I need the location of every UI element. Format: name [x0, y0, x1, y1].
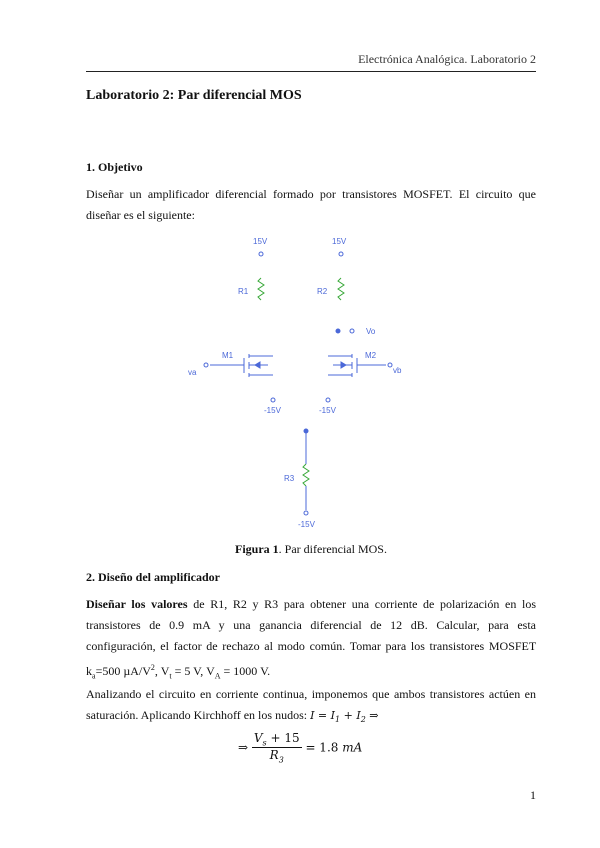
- eq-fraction: [252, 731, 302, 765]
- terminal-neg15v-1: [271, 398, 275, 402]
- caption-text: . Par diferencial MOS.: [278, 542, 387, 556]
- terminal-15v-left: [259, 252, 263, 256]
- section-heading-objetivo: 1. Objetivo: [86, 160, 143, 174]
- label-r2: R2: [317, 287, 328, 296]
- label-vb: vb: [393, 366, 402, 375]
- eq-arrow: ⇒: [238, 740, 252, 755]
- vo-node-dot: [336, 329, 340, 333]
- label-neg15v-3: -15V: [298, 520, 315, 529]
- label-m2: M2: [365, 351, 377, 360]
- m1-transistor: [210, 354, 273, 377]
- kirchhoff-inline-equation: $I = I_1 + I_2$ ⇒: [310, 709, 379, 725]
- section-heading-diseno: 2. Diseño del amplificador: [86, 570, 220, 584]
- r2-resistor: [338, 278, 344, 300]
- label-15v-right: 15V: [332, 237, 347, 246]
- eq-rhs: = 1.8: [305, 740, 343, 755]
- header-rule: [86, 71, 536, 72]
- m2-transistor: [328, 354, 386, 377]
- ka-param: $k_a=500$ $\mu A/V^2$: [86, 663, 155, 681]
- analisis-paragraph: [86, 684, 536, 730]
- running-header: Electrónica Analógica. Laboratorio 2: [358, 52, 536, 66]
- label-r3: R3: [284, 474, 295, 483]
- eq-denominator: $R_3$: [269, 748, 284, 765]
- va-terminal: [204, 363, 208, 367]
- current-equation: [238, 731, 362, 765]
- eq-numerator: $V_s + 15$: [253, 731, 300, 748]
- terminal-neg15v-2: [326, 398, 330, 402]
- diseno-paragraph: [86, 594, 536, 686]
- r1-resistor: [258, 278, 264, 300]
- objetivo-paragraph: Diseñar un amplificador diferencial formado por transistores MOSFET. El circuito que diseñar es el siguiente:: [86, 187, 536, 222]
- label-r1: R1: [238, 287, 249, 296]
- analisis-text: Analizando el circuito en corriente continua, imponemos que ambos transistores actúen en saturación. Aplicando Kirchhoff en los nudos:: [86, 687, 536, 722]
- caption-bold: Figura 1: [235, 542, 279, 556]
- label-neg15v-2: -15V: [319, 406, 336, 415]
- label-15v-left: 15V: [253, 237, 268, 246]
- label-vo: Vo: [366, 327, 376, 336]
- document-title: Laboratorio 2: Par diferencial MOS: [86, 88, 302, 103]
- diseno-bold-lead: Diseñar los valores: [86, 597, 188, 611]
- label-va: va: [188, 368, 197, 377]
- r3-resistor: [303, 464, 309, 486]
- terminal-neg15v-3: [304, 511, 308, 515]
- vo-terminal: [350, 329, 354, 333]
- terminal-15v-right: [339, 252, 343, 256]
- vb-terminal: [388, 363, 392, 367]
- figure-caption: [86, 542, 536, 557]
- label-neg15v-1: -15V: [264, 406, 281, 415]
- label-m1: M1: [222, 351, 234, 360]
- diseno-text: de R1, R2 y R3 para obtener una corriente de polarización en los transistores de 0.9 mA y una ganancia diferencial de 12 dB. Calcular, para esta configuración, el factor de rechazo al modo común. Tomar para los transistores MOSFET: [86, 597, 536, 653]
- vt-param: , $V_t = 5$ V, $V_A = 1000$ V.: [154, 664, 271, 681]
- page-number: 1: [530, 788, 536, 802]
- circuit-diagram: [160, 228, 420, 534]
- eq-unit: mA: [342, 740, 363, 755]
- tail-node-dot: [304, 429, 308, 433]
